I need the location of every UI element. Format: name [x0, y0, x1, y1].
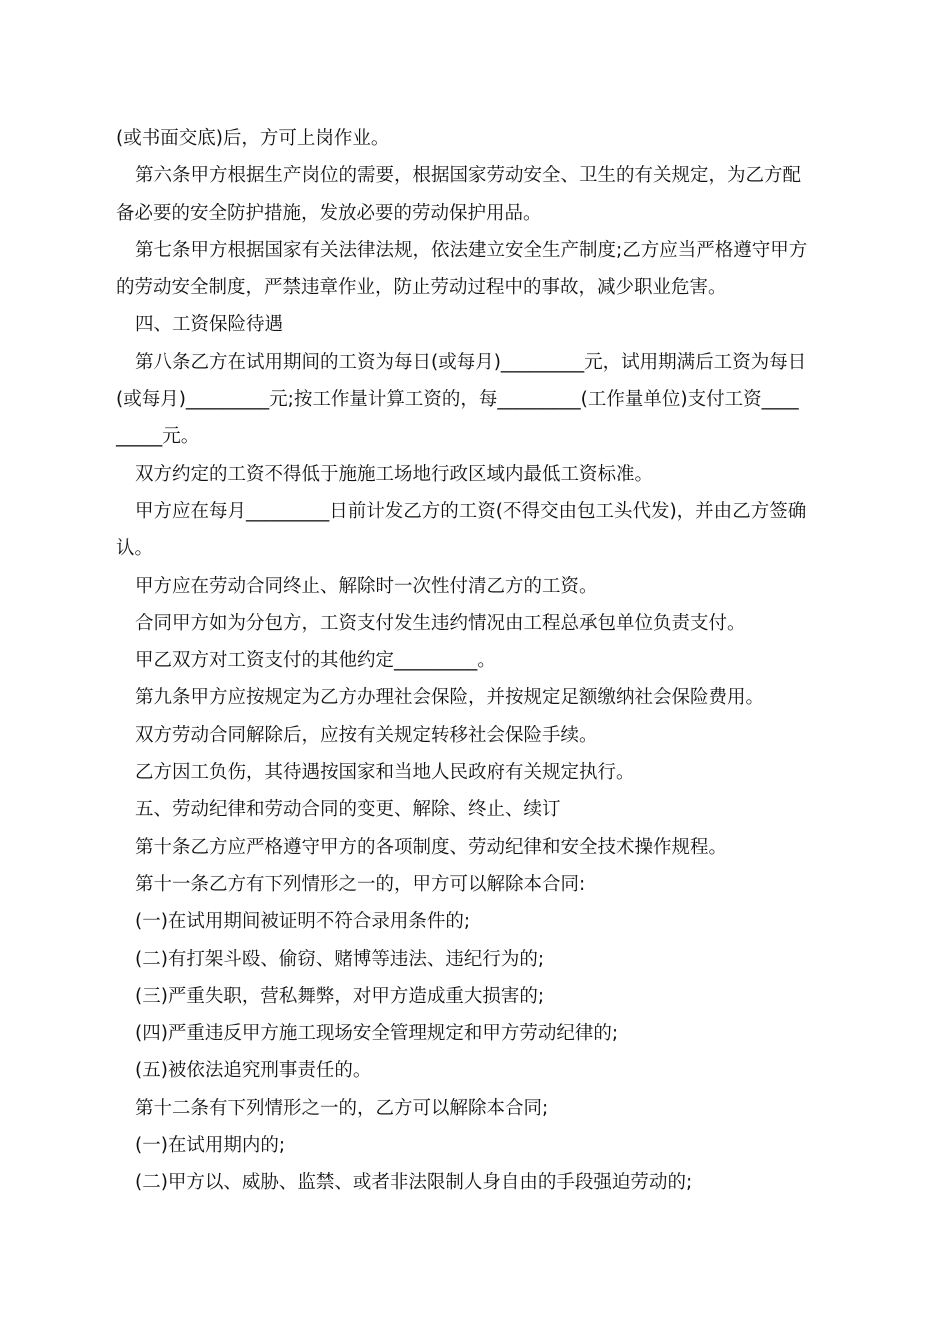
text-line: 双方约定的工资不得低于施施工场地行政区域内最低工资标准。: [135, 463, 654, 485]
text-line: 甲乙双方对工资支付的其他约定_________。: [135, 650, 496, 672]
text-line: _____元。: [116, 426, 200, 448]
text-line: 第八条乙方在试用期间的工资为每日(或每月)_________元，试用期满后工资为每日: [135, 351, 807, 373]
list-item: (五)被依法追究刑事责任的。: [135, 1060, 372, 1082]
text-line: 第十条乙方应严格遵守甲方的各项制度、劳动纪律和安全技术操作规程。: [135, 836, 728, 858]
text-line: 第九条甲方应按规定为乙方办理社会保险，并按规定足额缴纳社会保险费用。: [135, 687, 765, 709]
text-line: 第十一条乙方有下列情形之一的，甲方可以解除本合同:: [135, 873, 586, 895]
text-line: (或每月)_________元;按工作量计算工资的，每_________(工作量单位)支付工资____: [116, 389, 799, 411]
list-item: (二)有打架斗殴、偷窃、赌博等违法、违纪行为的;: [135, 948, 545, 970]
text-line: 合同甲方如为分包方，工资支付发生违约情况由工程总承包单位负责支付。: [135, 612, 746, 634]
text-line: 第七条甲方根据国家有关法律法规，依法建立安全生产制度;乙方应当严格遵守甲方: [135, 239, 808, 261]
list-item: (三)严重失职，营私舞弊，对甲方造成重大损害的;: [135, 985, 545, 1007]
text-line: 备必要的安全防护措施，发放必要的劳动保护用品。: [116, 202, 542, 224]
text-line: 认。: [116, 538, 154, 560]
text-line: 双方劳动合同解除后，应按有关规定转移社会保险手续。: [135, 724, 598, 746]
text-line: 第六条甲方根据生产岗位的需要，根据国家劳动安全、卫生的有关规定，为乙方配: [135, 165, 802, 187]
section-heading: 四、工资保险待遇: [135, 314, 284, 336]
text-line: 乙方因工负伤，其待遇按国家和当地人民政府有关规定执行。: [135, 762, 635, 784]
text-line: 第十二条有下列情形之一的，乙方可以解除本合同;: [135, 1097, 549, 1119]
list-item: (四)严重违反甲方施工现场安全管理规定和甲方劳动纪律的;: [135, 1023, 619, 1045]
section-heading: 五、劳动纪律和劳动合同的变更、解除、终止、续订: [135, 799, 561, 821]
list-item: (一)在试用期内的;: [135, 1135, 286, 1157]
text-line: 甲方应在劳动合同终止、解除时一次性付清乙方的工资。: [135, 575, 598, 597]
list-item: (二)甲方以、威胁、监禁、或者非法限制人身自由的手段强迫劳动的;: [135, 1172, 693, 1194]
text-line: 甲方应在每月_________日前计发乙方的工资(不得交由包工头代发)，并由乙方签确: [135, 500, 807, 522]
text-line: 的劳动安全制度，严禁违章作业，防止劳动过程中的事故，减少职业危害。: [116, 277, 727, 299]
contract-text: [116, 120, 836, 1202]
text-line: (或书面交底)后，方可上岗作业。: [116, 128, 390, 149]
list-item: (一)在试用期间被证明不符合录用条件的;: [135, 911, 471, 933]
